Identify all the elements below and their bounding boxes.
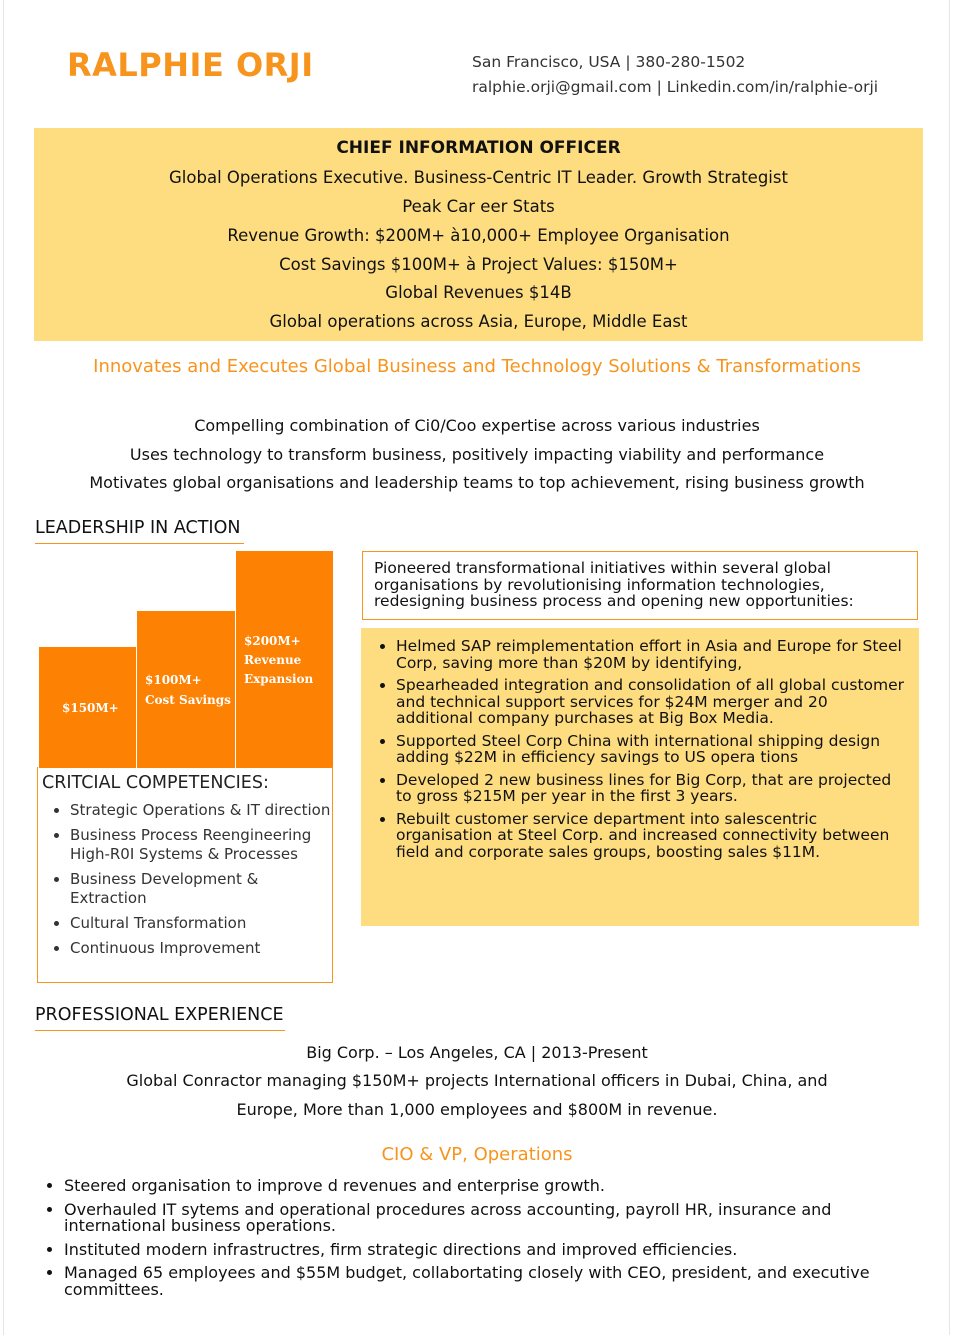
summary-line: Uses technology to transform business, positively impacting viability and performance [129, 445, 825, 464]
banner-line: Revenue Growth: $200M+ à10,000+ Employee Organisation [227, 226, 730, 245]
role-bullets [64, 1178, 924, 1305]
contact-info [472, 50, 878, 100]
leadership-intro: Pioneered transformational initiatives within several global organisations by revolutionising information technologies, redesigning business process and opening new opportunities: [362, 551, 918, 620]
competency-item: • Continuous Improvement [70, 939, 332, 958]
bar-label: $200M+ [244, 634, 301, 648]
bar-label: Cost Savings [145, 693, 231, 707]
company-line: Big Corp. – Los Angeles, CA | 2013-Present [306, 1043, 648, 1062]
tagline: Innovates and Executes Global Business and Technology Solutions & Transformations [93, 356, 861, 377]
banner-line: Global Revenues $14B [385, 283, 572, 302]
achievements-list [396, 638, 906, 866]
competency-item: • Business Process Reengineering High-R0I Systems & Processes [70, 826, 332, 864]
role-bullet: • Steered organisation to improve d revenues and enterprise growth. [64, 1178, 924, 1195]
role-bullet: • Managed 65 employees and $55M budget, collabortating closely with CEO, president, and executive committees. [64, 1265, 924, 1298]
summary-line: Compelling combination of Ci0/Coo expertise across various industries [194, 416, 760, 435]
banner-line: Global Operations Executive. Business-Centric IT Leader. Growth Strategist [169, 168, 788, 187]
page-edge-right [949, 0, 950, 1335]
achievement-item: • Spearheaded integration and consolidation of all global customer and technical support services for $24M merger and 20 additional company purchases at Big Box Media. [396, 677, 906, 727]
role-bullet: • Instituted modern infrastructres, firm strategic directions and improved efficiencies. [64, 1242, 924, 1259]
leadership-heading: LEADERSHIP IN ACTION [35, 518, 244, 544]
bar-100m [137, 611, 235, 768]
bar-label: Expansion [244, 672, 314, 686]
competency-item: • Cultural Transformation [70, 914, 332, 933]
banner-line: Global operations across Asia, Europe, Middle East [269, 312, 688, 331]
bar-200m [236, 551, 333, 768]
role-bullet: • Overhauled IT sytems and operational procedures across accounting, payroll HR, insurance and international business operations. [64, 1202, 924, 1235]
bar-label: $100M+ [145, 673, 202, 687]
achievement-item: • Rebuilt customer service department into salescentric organisation at Steel Corp. and increased connectivity between field and corporate sales groups, boosting sales $11M. [396, 811, 906, 861]
bar-label: $150M+ [62, 701, 119, 715]
experience-heading: PROFESSIONAL EXPERIENCE [35, 1005, 285, 1031]
summary-line: Motivates global organisations and leadership teams to top achievement, rising business growth [89, 473, 865, 492]
contact-email-linkedin: ralphie.orji@gmail.com | Linkedin.com/in/ralphie-orji [472, 78, 879, 96]
banner-line: Peak Car eer Stats [402, 197, 555, 216]
bar-150m [39, 647, 136, 768]
contact-location-phone: San Francisco, USA | 380-280-1502 [472, 53, 746, 71]
achievement-item: • Supported Steel Corp China with international shipping design adding $22M in efficiency savings to US opera tions [396, 733, 906, 766]
role-title: CIO & VP, Operations [381, 1144, 573, 1165]
competencies-list [70, 801, 332, 964]
achievement-item: • Helmed SAP reimplementation effort in Asia and Europe for Steel Corp, saving more than $20M by identifying, [396, 638, 906, 671]
company-description: Global Conractor managing $150M+ projects International officers in Dubai, China, and [126, 1071, 828, 1090]
bar-label: Revenue [244, 653, 302, 667]
competency-item: • Business Development & Extraction [70, 870, 332, 908]
job-title: CHIEF INFORMATION OFFICER [336, 138, 621, 158]
achievements-box [361, 628, 919, 926]
page-edge-left [3, 0, 4, 1335]
competencies-title: CRITCIAL COMPETENCIES: [42, 773, 269, 793]
title-banner [34, 128, 923, 341]
company-description: Europe, More than 1,000 employees and $800M in revenue. [236, 1100, 718, 1119]
banner-line: Cost Savings $100M+ à Project Values: $150M+ [279, 255, 678, 274]
competencies-box [37, 767, 333, 983]
competency-item: • Strategic Operations & IT direction [70, 801, 332, 820]
candidate-name: RALPHIE ORJI [67, 46, 314, 84]
achievement-item: • Developed 2 new business lines for Big Corp, that are projected to gross $215M per year in the first 3 years. [396, 772, 906, 805]
